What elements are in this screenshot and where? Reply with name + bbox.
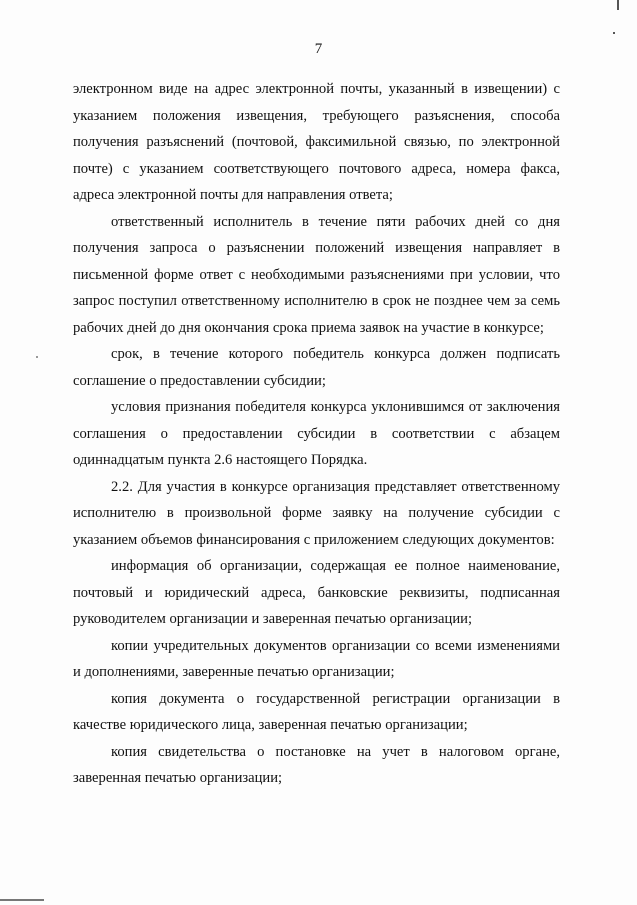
paragraph: срок, в течение которого победитель конкурса должен подписать соглашение о предоставлении субсидии; [73,346,560,389]
scan-artifact-mark [617,0,619,10]
page-number: 7 [314,41,323,57]
paragraph: копии учредительных документов организации со всеми изменениями и дополнениями, заверенные печатью организации; [73,637,560,680]
scan-artifact-line [0,899,44,901]
paragraph: 2.2. Для участия в конкурсе организация представляет ответственному исполнителю в произвольной форме заявку на получение субсидии с указанием объемов финансирования с приложением следующих документов: [73,478,560,548]
paragraph: копия свидетельства о постановке на учет в налоговом органе, заверенная печатью организации; [73,743,560,786]
document-body [73,76,560,792]
paragraph: информация об организации, содержащая ее полное наименование, почтовый и юридический адреса, банковские реквизиты, подписанная руководителем организации и заверенная печатью организации; [73,558,560,627]
paragraph: копия документа о государственной регистрации организации в качестве юридического лица, заверенная печатью организации; [73,690,560,733]
scan-artifact-dot [36,356,38,358]
paragraph: условия признания победителя конкурса уклонившимся от заключения соглашения о предоставлении субсидии в соответствии с абзацем одиннадцатым пункта 2.6 настоящего Порядка. [73,399,560,468]
paragraph: ответственный исполнитель в течение пяти рабочих дней со дня получения запроса о разъяснении положений извещения направляет в письменной форме ответ с необходимыми разъяснениями при условии, что запрос поступил ответственному исполнителю в срок не позднее чем за семь рабочих дней до дня окончания срока приема заявок на участие в конкурсе; [73,213,560,336]
paragraph: электронном виде на адрес электронной почты, указанный в извещении) с указанием положения извещения, требующего разъяснения, способа получения разъяснений (почтовой, факсимильной связью, по электронной почте) с указанием соответствующего почтового адреса, номера факса, адреса электронной почты для направления ответа; [73,81,560,203]
scan-artifact-dot [613,32,615,34]
